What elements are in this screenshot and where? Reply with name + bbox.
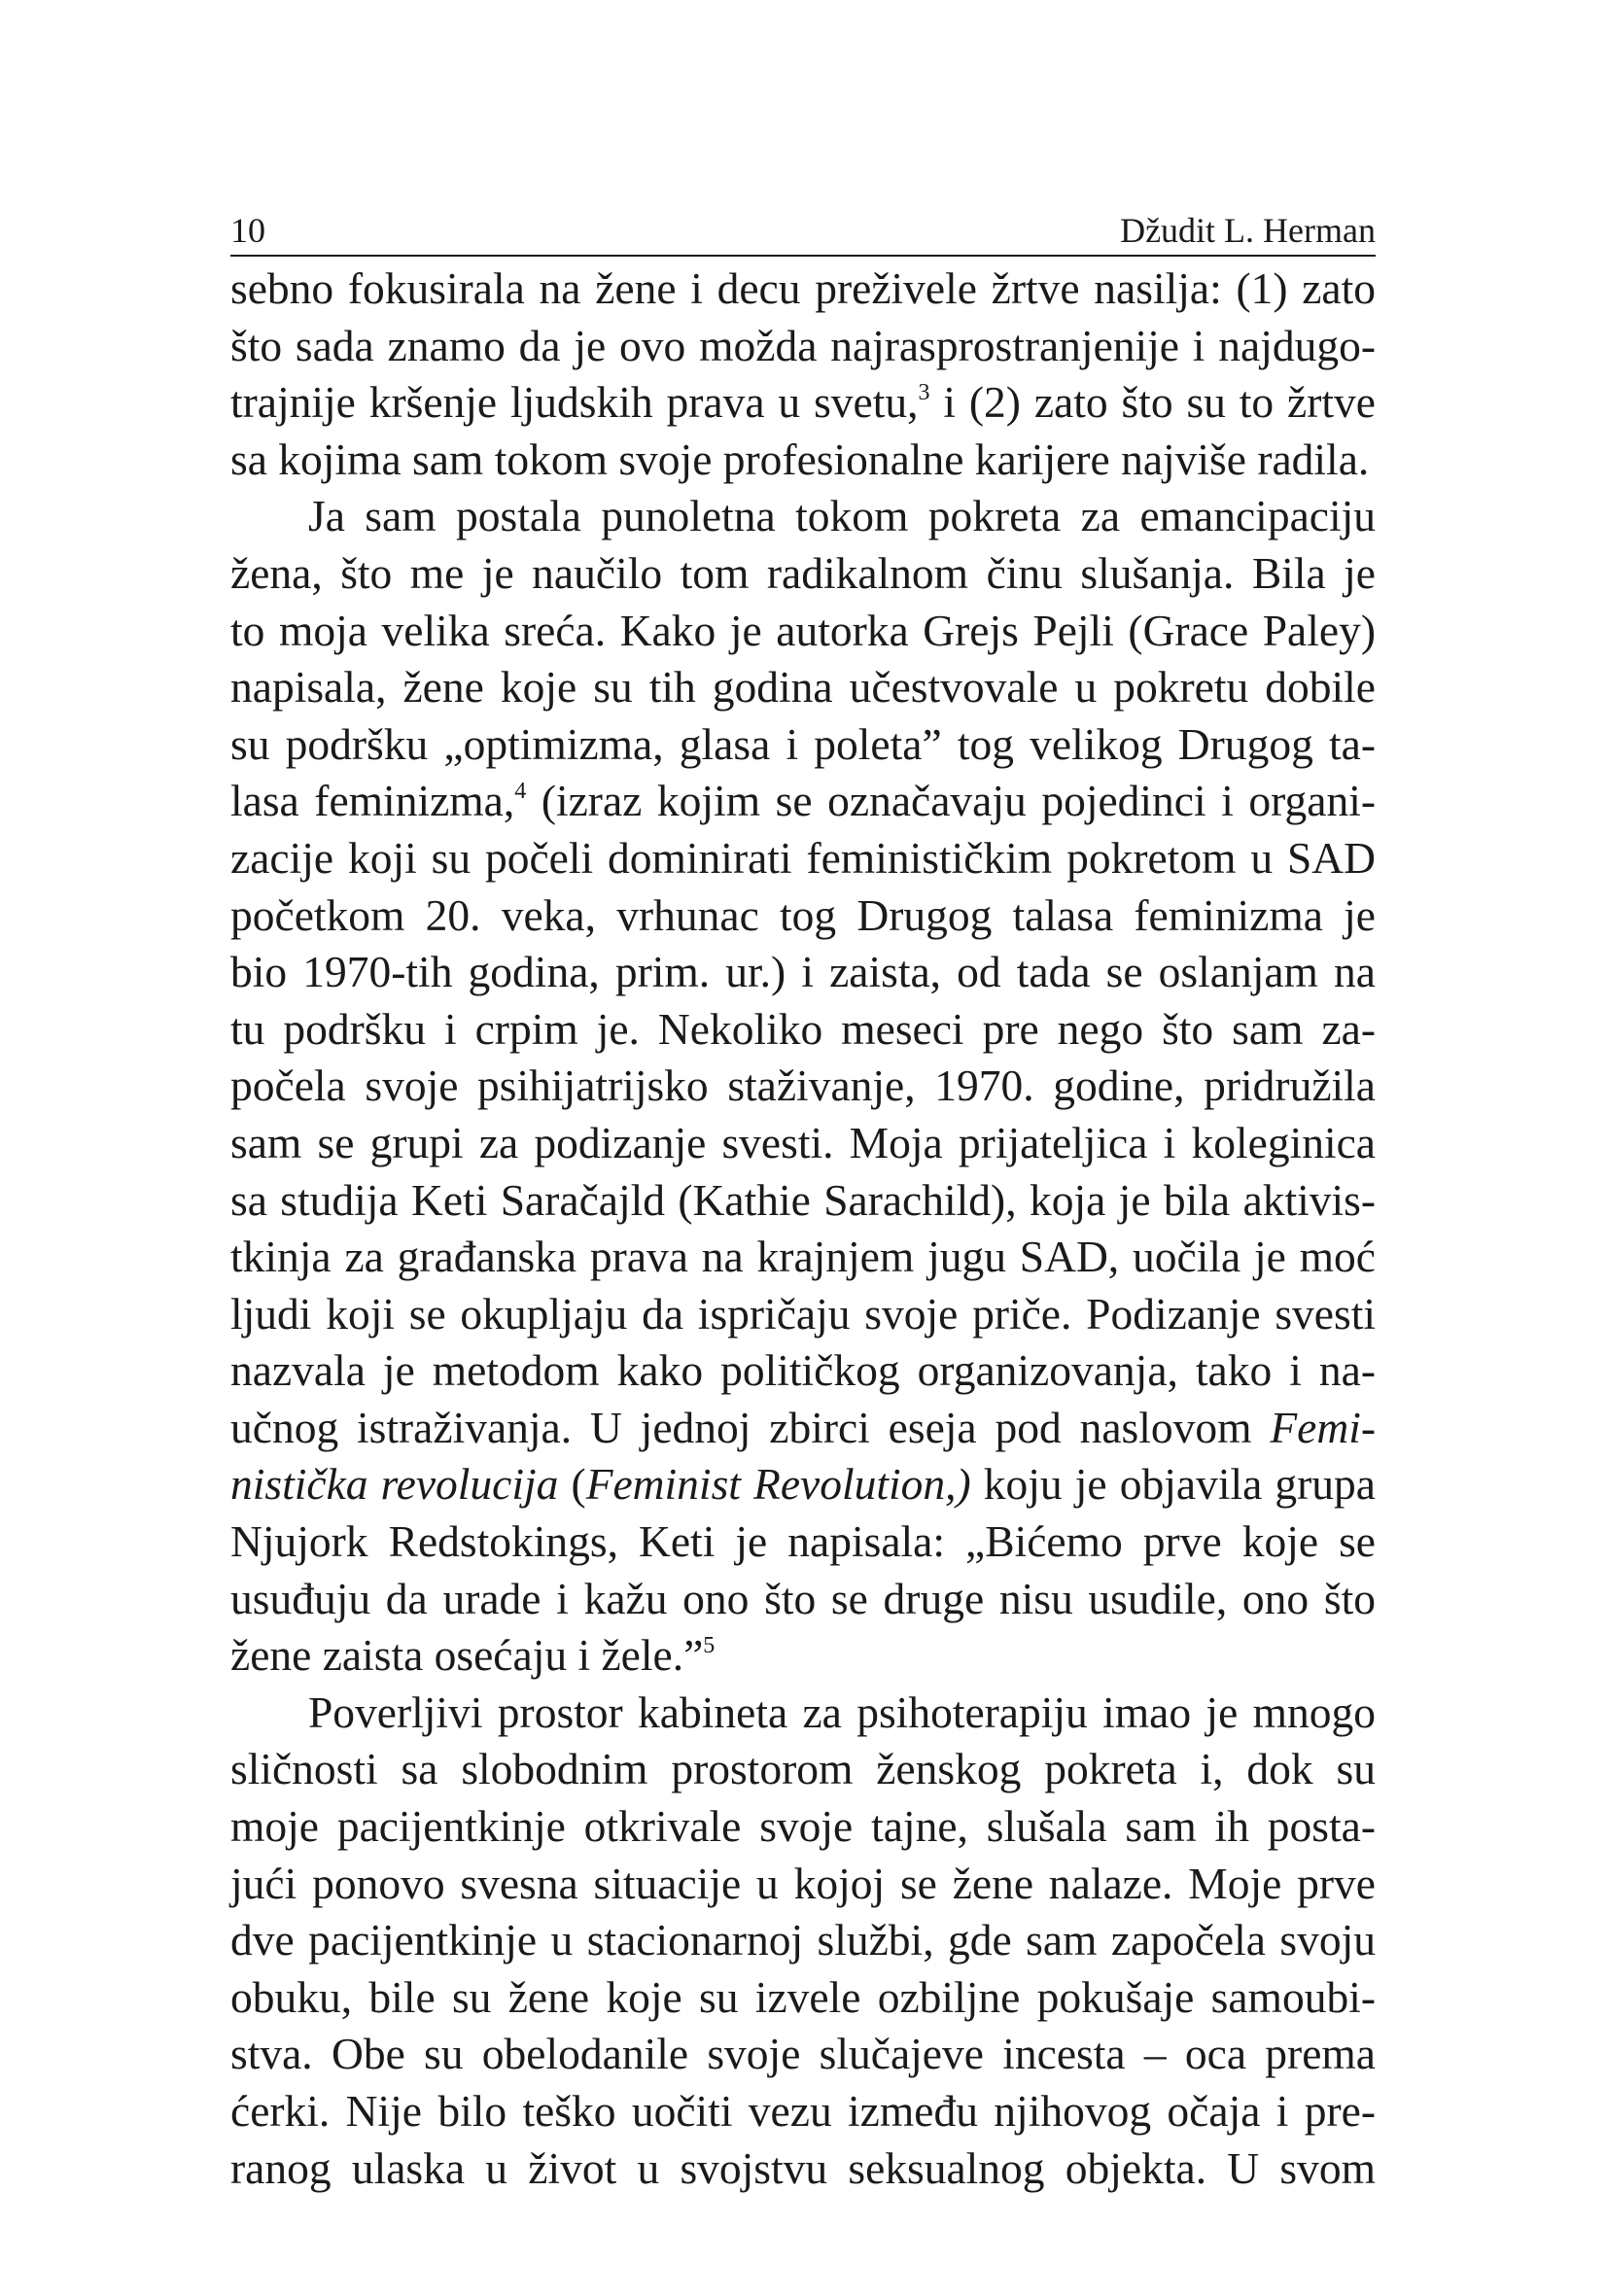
line-text: sa kojima sam tokom svoje profesionalne karijere najviše radila. xyxy=(230,434,1370,484)
line-text: žena, što me je naučilo tom radikalnom činu slušanja. Bila je xyxy=(230,547,1376,598)
text-line xyxy=(230,1571,1376,1628)
line-text: koju je objavila grupa xyxy=(970,1459,1376,1510)
text-line xyxy=(230,1741,1376,1798)
running-head-author: Džudit L. Herman xyxy=(1120,211,1376,250)
line-text: moje pacijentkinje otkrivale svoje tajne, slušala sam ih posta- xyxy=(230,1801,1376,1852)
line-text: Poverljivi prostor kabineta za psihoterapiju imao je mnogo xyxy=(308,1687,1376,1737)
book-page xyxy=(230,206,1376,2197)
line-text: stva. Obe su obelodanile svoje slučajeve incesta – oca prema xyxy=(230,2029,1376,2079)
text-line xyxy=(230,659,1376,716)
running-head xyxy=(230,206,1376,257)
text-line xyxy=(230,1058,1376,1115)
line-text: usuđuju da urade i kažu ono što se druge nisu usudile, ono što xyxy=(230,1573,1376,1623)
italic-title: Femi- xyxy=(1270,1402,1376,1452)
text-line xyxy=(230,261,1376,318)
text-line xyxy=(230,1115,1376,1172)
text-line xyxy=(230,830,1376,887)
line-text: zacije koji su počeli dominirati feminističkim pokretom u SAD xyxy=(230,832,1376,883)
text-line xyxy=(230,1001,1376,1059)
line-text: sebno fokusirala na žene i decu preživele žrtve nasilja: (1) zato xyxy=(230,263,1376,313)
line-text: sam se grupi za podizanje svesti. Moja prijateljica i koleginica xyxy=(230,1117,1376,1167)
line-text: početkom 20. veka, vrhunac tog Drugog talasa feminizma je xyxy=(230,889,1376,940)
text-line xyxy=(230,1798,1376,1856)
line-text: trajnije kršenje ljudskih prava u svetu, xyxy=(230,377,919,428)
text-line xyxy=(230,1685,1376,1742)
line-text: ljudi koji se okupljaju da ispričaju svoje priče. Podizanje svesti xyxy=(230,1288,1376,1339)
text-line xyxy=(230,1400,1376,1457)
text-line xyxy=(230,545,1376,603)
text-line xyxy=(230,488,1376,545)
line-text: su podršku „optimizma, glasa i poleta” tog velikog Drugog ta- xyxy=(230,718,1376,769)
footnote-marker: 3 xyxy=(918,380,930,406)
line-text: ćerki. Nije bilo teško uočiti vezu između njihovog očaja i pre- xyxy=(230,2086,1376,2136)
footnote-marker: 5 xyxy=(703,1633,716,1659)
text-line xyxy=(230,1513,1376,1571)
text-line xyxy=(230,1856,1376,1913)
page-number: 10 xyxy=(230,211,265,250)
text-line xyxy=(230,1627,1376,1685)
line-text: učnog istraživanja. U jednoj zbirci eseja pod naslovom xyxy=(230,1402,1271,1452)
line-text: dve pacijentkinje u stacionarnoj službi, gde sam započela svoju xyxy=(230,1915,1376,1966)
line-text: bio 1970-tih godina, prim. ur.) i zaista, od tada se oslanjam na xyxy=(230,947,1376,997)
text-line xyxy=(230,432,1376,489)
text-line xyxy=(230,603,1376,660)
text-line xyxy=(230,1229,1376,1286)
line-text: nazvala je metodom kako političkog organizovanja, tako i na- xyxy=(230,1345,1376,1396)
line-text: to moja velika sreća. Kako je autorka Grejs Pejli (Grace Paley) xyxy=(230,605,1376,655)
line-text: ( xyxy=(558,1459,586,1510)
text-line xyxy=(230,1286,1376,1343)
text-line xyxy=(230,2083,1376,2140)
line-text: lasa feminizma, xyxy=(230,776,515,826)
line-text: sličnosti sa slobodnim prostorom ženskog pokreta i, dok su xyxy=(230,1744,1376,1794)
line-text: (izraz kojim se označavaju pojedinci i organi- xyxy=(526,776,1377,826)
line-text: Ja sam postala punoletna tokom pokreta za emancipaciju xyxy=(308,491,1376,541)
text-line xyxy=(230,2140,1376,2198)
line-text: žene zaista osećaju i žele.” xyxy=(230,1630,704,1681)
text-line xyxy=(230,1969,1376,2027)
text-line xyxy=(230,716,1376,774)
italic-title: nistička revolucija xyxy=(230,1459,559,1510)
text-line xyxy=(230,374,1376,432)
line-text: Njujork Redstokings, Keti je napisala: „Bićemo prve koje se xyxy=(230,1516,1376,1567)
line-text: i (2) zato što su to žrtve xyxy=(929,377,1376,428)
text-line xyxy=(230,1172,1376,1230)
line-text: tkinja za građanska prava na krajnjem jugu SAD, uočila je moć xyxy=(230,1232,1376,1282)
text-line xyxy=(230,944,1376,1001)
text-line xyxy=(230,887,1376,945)
text-line xyxy=(230,2026,1376,2083)
line-text: napisala, žene koje su tih godina učestvovale u pokretu dobile xyxy=(230,662,1376,713)
line-text: sa studija Keti Saračajld (Kathie Sarachild), koja je bila aktivis- xyxy=(230,1174,1376,1225)
line-text: ranog ulaska u život u svojstvu seksualnog objekta. U svom xyxy=(230,2142,1376,2193)
text-line xyxy=(230,773,1376,830)
text-line xyxy=(230,1912,1376,1969)
line-text: obuku, bile su žene koje su izvele ozbiljne pokušaje samoubi- xyxy=(230,1971,1376,2022)
italic-title: Feminist Revolution,) xyxy=(585,1459,971,1510)
footnote-marker: 4 xyxy=(514,779,527,805)
line-text: jući ponovo svesna situacije u kojoj se žene nalaze. Moje prve xyxy=(230,1858,1376,1908)
line-text: tu podršku i crpim je. Nekoliko meseci pre nego što sam za- xyxy=(230,1003,1376,1054)
line-text: počela svoje psihijatrijsko staživanje, 1970. godine, pridružila xyxy=(230,1061,1376,1111)
line-text: što sada znamo da je ovo možda najrasprostranjenije i najdugo- xyxy=(230,320,1376,370)
text-line xyxy=(230,1456,1376,1513)
text-line xyxy=(230,1342,1376,1400)
body-text xyxy=(230,261,1376,2197)
text-line xyxy=(230,318,1376,375)
